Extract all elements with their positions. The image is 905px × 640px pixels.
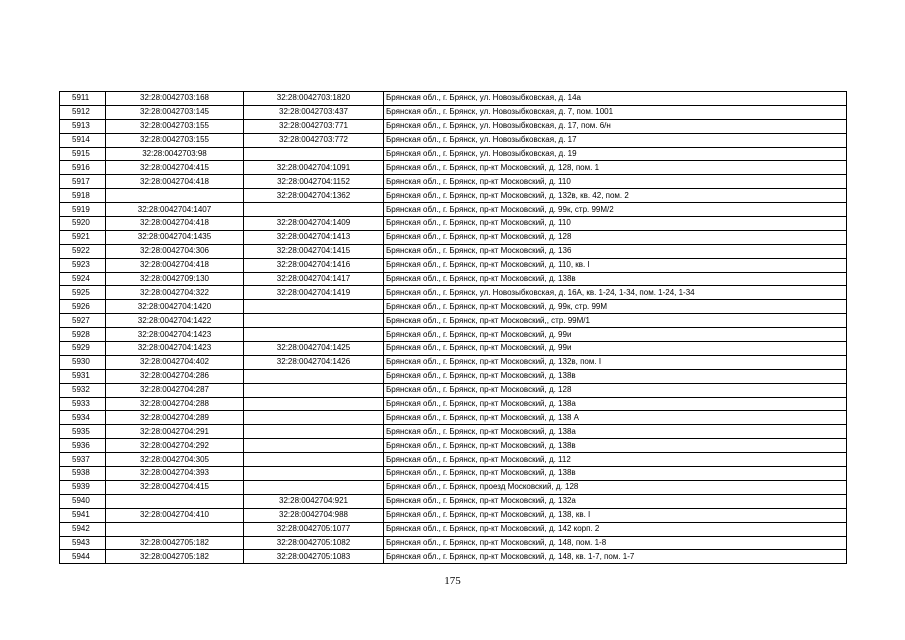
table-row bbox=[60, 217, 847, 231]
table-row bbox=[60, 536, 847, 550]
parcel-cadastral-number-cell: 32:28:0042704:1423 bbox=[106, 342, 244, 356]
object-cadastral-number-cell: 32:28:0042704:988 bbox=[244, 508, 384, 522]
table-row bbox=[60, 397, 847, 411]
row-number-cell: 5925 bbox=[60, 286, 106, 300]
row-number-cell: 5936 bbox=[60, 439, 106, 453]
parcel-cadastral-number-cell: 32:28:0042704:287 bbox=[106, 383, 244, 397]
object-cadastral-number-cell: 32:28:0042703:437 bbox=[244, 105, 384, 119]
object-cadastral-number-cell bbox=[244, 480, 384, 494]
row-number-cell: 5924 bbox=[60, 272, 106, 286]
object-cadastral-number-cell: 32:28:0042705:1077 bbox=[244, 522, 384, 536]
object-cadastral-number-cell: 32:28:0042704:1426 bbox=[244, 355, 384, 369]
address-cell: Брянская обл., г. Брянск, проезд Московский, д. 128 bbox=[384, 480, 847, 494]
address-cell: Брянская обл., г. Брянск, пр-кт Московский, д. 112 bbox=[384, 453, 847, 467]
row-number-cell: 5918 bbox=[60, 189, 106, 203]
row-number-cell: 5920 bbox=[60, 217, 106, 231]
table-row bbox=[60, 411, 847, 425]
parcel-cadastral-number-cell: 32:28:0042704:322 bbox=[106, 286, 244, 300]
object-cadastral-number-cell bbox=[244, 203, 384, 217]
table-row bbox=[60, 439, 847, 453]
table-row bbox=[60, 92, 847, 106]
address-cell: Брянская обл., г. Брянск, ул. Новозыбковская, д. 14а bbox=[384, 92, 847, 106]
row-number-cell: 5944 bbox=[60, 550, 106, 564]
parcel-cadastral-number-cell: 32:28:0042704:418 bbox=[106, 217, 244, 231]
table-row bbox=[60, 258, 847, 272]
parcel-cadastral-number-cell: 32:28:0042704:393 bbox=[106, 467, 244, 481]
row-number-cell: 5912 bbox=[60, 105, 106, 119]
object-cadastral-number-cell bbox=[244, 467, 384, 481]
object-cadastral-number-cell: 32:28:0042704:1091 bbox=[244, 161, 384, 175]
table-row bbox=[60, 161, 847, 175]
row-number-cell: 5933 bbox=[60, 397, 106, 411]
table-row bbox=[60, 314, 847, 328]
table-row bbox=[60, 119, 847, 133]
row-number-cell: 5931 bbox=[60, 369, 106, 383]
address-cell: Брянская обл., г. Брянск, пр-кт Московский, д. 138 А bbox=[384, 411, 847, 425]
row-number-cell: 5932 bbox=[60, 383, 106, 397]
table-row bbox=[60, 369, 847, 383]
row-number-cell: 5922 bbox=[60, 244, 106, 258]
row-number-cell: 5940 bbox=[60, 494, 106, 508]
parcel-cadastral-number-cell: 32:28:0042705:182 bbox=[106, 550, 244, 564]
row-number-cell: 5935 bbox=[60, 425, 106, 439]
address-cell: Брянская обл., г. Брянск, пр-кт Московский, д. 99к, стр. 99М/2 bbox=[384, 203, 847, 217]
parcel-cadastral-number-cell: 32:28:0042703:155 bbox=[106, 119, 244, 133]
parcel-cadastral-number-cell: 32:28:0042703:168 bbox=[106, 92, 244, 106]
object-cadastral-number-cell: 32:28:0042704:1362 bbox=[244, 189, 384, 203]
address-cell: Брянская обл., г. Брянск, пр-кт Московский, д. 138а bbox=[384, 425, 847, 439]
table-row bbox=[60, 203, 847, 217]
address-cell: Брянская обл., г. Брянск, пр-кт Московский, д. 110, кв. I bbox=[384, 258, 847, 272]
address-cell: Брянская обл., г. Брянск, пр-кт Московский, д. 132в, пом. I bbox=[384, 355, 847, 369]
parcel-cadastral-number-cell: 32:28:0042704:1423 bbox=[106, 328, 244, 342]
row-number-cell: 5917 bbox=[60, 175, 106, 189]
parcel-cadastral-number-cell bbox=[106, 494, 244, 508]
row-number-cell: 5914 bbox=[60, 133, 106, 147]
object-cadastral-number-cell: 32:28:0042704:1425 bbox=[244, 342, 384, 356]
object-cadastral-number-cell bbox=[244, 328, 384, 342]
parcel-cadastral-number-cell: 32:28:0042704:415 bbox=[106, 480, 244, 494]
object-cadastral-number-cell bbox=[244, 439, 384, 453]
object-cadastral-number-cell: 32:28:0042704:1417 bbox=[244, 272, 384, 286]
parcel-cadastral-number-cell: 32:28:0042704:291 bbox=[106, 425, 244, 439]
object-cadastral-number-cell: 32:28:0042704:921 bbox=[244, 494, 384, 508]
parcel-cadastral-number-cell: 32:28:0042704:286 bbox=[106, 369, 244, 383]
row-number-cell: 5919 bbox=[60, 203, 106, 217]
row-number-cell: 5911 bbox=[60, 92, 106, 106]
row-number-cell: 5923 bbox=[60, 258, 106, 272]
object-cadastral-number-cell bbox=[244, 369, 384, 383]
table-row bbox=[60, 272, 847, 286]
address-cell: Брянская обл., г. Брянск, пр-кт Московский, д. 138в bbox=[384, 467, 847, 481]
parcel-cadastral-number-cell: 32:28:0042704:289 bbox=[106, 411, 244, 425]
table-row bbox=[60, 230, 847, 244]
table-row bbox=[60, 300, 847, 314]
address-cell: Брянская обл., г. Брянск, пр-кт Московский, д. 128, пом. 1 bbox=[384, 161, 847, 175]
parcel-cadastral-number-cell: 32:28:0042703:155 bbox=[106, 133, 244, 147]
parcel-cadastral-number-cell: 32:28:0042703:98 bbox=[106, 147, 244, 161]
address-cell: Брянская обл., г. Брянск, пр-кт Московский, д. 136 bbox=[384, 244, 847, 258]
parcel-cadastral-number-cell: 32:28:0042704:1435 bbox=[106, 230, 244, 244]
table-row bbox=[60, 328, 847, 342]
address-cell: Брянская обл., г. Брянск, пр-кт Московский, д. 132а bbox=[384, 494, 847, 508]
row-number-cell: 5927 bbox=[60, 314, 106, 328]
row-number-cell: 5939 bbox=[60, 480, 106, 494]
parcel-cadastral-number-cell: 32:28:0042704:288 bbox=[106, 397, 244, 411]
table-row bbox=[60, 189, 847, 203]
row-number-cell: 5942 bbox=[60, 522, 106, 536]
object-cadastral-number-cell bbox=[244, 397, 384, 411]
object-cadastral-number-cell: 32:28:0042703:771 bbox=[244, 119, 384, 133]
address-cell: Брянская обл., г. Брянск, ул. Новозыбковская, д. 17, пом. 6/н bbox=[384, 119, 847, 133]
object-cadastral-number-cell bbox=[244, 453, 384, 467]
object-cadastral-number-cell: 32:28:0042704:1416 bbox=[244, 258, 384, 272]
object-cadastral-number-cell bbox=[244, 383, 384, 397]
parcel-cadastral-number-cell: 32:28:0042704:402 bbox=[106, 355, 244, 369]
parcel-cadastral-number-cell: 32:28:0042704:418 bbox=[106, 258, 244, 272]
register-table bbox=[59, 91, 847, 564]
row-number-cell: 5937 bbox=[60, 453, 106, 467]
register-table-body bbox=[60, 92, 847, 564]
row-number-cell: 5930 bbox=[60, 355, 106, 369]
address-cell: Брянская обл., г. Брянск, пр-кт Московский, д. 138в bbox=[384, 369, 847, 383]
parcel-cadastral-number-cell: 32:28:0042704:1422 bbox=[106, 314, 244, 328]
address-cell: Брянская обл., г. Брянск, ул. Новозыбковская, д. 7, пом. 1001 bbox=[384, 105, 847, 119]
object-cadastral-number-cell: 32:28:0042703:1820 bbox=[244, 92, 384, 106]
row-number-cell: 5913 bbox=[60, 119, 106, 133]
object-cadastral-number-cell: 32:28:0042704:1152 bbox=[244, 175, 384, 189]
object-cadastral-number-cell: 32:28:0042705:1083 bbox=[244, 550, 384, 564]
object-cadastral-number-cell: 32:28:0042704:1419 bbox=[244, 286, 384, 300]
address-cell: Брянская обл., г. Брянск, пр-кт Московский, д. 138а bbox=[384, 397, 847, 411]
object-cadastral-number-cell: 32:28:0042704:1413 bbox=[244, 230, 384, 244]
address-cell: Брянская обл., г. Брянск, пр-кт Московский, д. 142 корп. 2 bbox=[384, 522, 847, 536]
table-row bbox=[60, 342, 847, 356]
object-cadastral-number-cell: 32:28:0042703:772 bbox=[244, 133, 384, 147]
object-cadastral-number-cell bbox=[244, 411, 384, 425]
table-row bbox=[60, 508, 847, 522]
page-number: 175 bbox=[444, 575, 461, 587]
address-cell: Брянская обл., г. Брянск, ул. Новозыбковская, д. 17 bbox=[384, 133, 847, 147]
object-cadastral-number-cell bbox=[244, 300, 384, 314]
table-row bbox=[60, 355, 847, 369]
object-cadastral-number-cell: 32:28:0042704:1415 bbox=[244, 244, 384, 258]
row-number-cell: 5938 bbox=[60, 467, 106, 481]
parcel-cadastral-number-cell: 32:28:0042705:182 bbox=[106, 536, 244, 550]
table-row bbox=[60, 286, 847, 300]
address-cell: Брянская обл., г. Брянск, пр-кт Московский, д. 99к, стр. 99М bbox=[384, 300, 847, 314]
object-cadastral-number-cell bbox=[244, 314, 384, 328]
address-cell: Брянская обл., г. Брянск, пр-кт Московский, д. 110 bbox=[384, 175, 847, 189]
address-cell: Брянская обл., г. Брянск, пр-кт Московский, д. 148, пом. 1-8 bbox=[384, 536, 847, 550]
parcel-cadastral-number-cell: 32:28:0042704:1420 bbox=[106, 300, 244, 314]
address-cell: Брянская обл., г. Брянск, пр-кт Московский,, стр. 99М/1 bbox=[384, 314, 847, 328]
parcel-cadastral-number-cell: 32:28:0042709:130 bbox=[106, 272, 244, 286]
parcel-cadastral-number-cell bbox=[106, 522, 244, 536]
table-row bbox=[60, 522, 847, 536]
table-row bbox=[60, 425, 847, 439]
parcel-cadastral-number-cell: 32:28:0042703:145 bbox=[106, 105, 244, 119]
row-number-cell: 5934 bbox=[60, 411, 106, 425]
address-cell: Брянская обл., г. Брянск, пр-кт Московский, д. 128 bbox=[384, 230, 847, 244]
row-number-cell: 5915 bbox=[60, 147, 106, 161]
address-cell: Брянская обл., г. Брянск, пр-кт Московский, д. 99и bbox=[384, 328, 847, 342]
address-cell: Брянская обл., г. Брянск, пр-кт Московский, д. 110 bbox=[384, 217, 847, 231]
object-cadastral-number-cell bbox=[244, 425, 384, 439]
row-number-cell: 5916 bbox=[60, 161, 106, 175]
row-number-cell: 5926 bbox=[60, 300, 106, 314]
parcel-cadastral-number-cell: 32:28:0042704:418 bbox=[106, 175, 244, 189]
address-cell: Брянская обл., г. Брянск, пр-кт Московский, д. 148, кв. 1-7, пом. 1-7 bbox=[384, 550, 847, 564]
address-cell: Брянская обл., г. Брянск, ул. Новозыбковская, д. 16А, кв. 1-24, 1-34, пом. 1-24, 1-34 bbox=[384, 286, 847, 300]
address-cell: Брянская обл., г. Брянск, пр-кт Московский, д. 132в, кв. 42, пом. 2 bbox=[384, 189, 847, 203]
parcel-cadastral-number-cell: 32:28:0042704:305 bbox=[106, 453, 244, 467]
address-cell: Брянская обл., г. Брянск, пр-кт Московский, д. 138, кв. I bbox=[384, 508, 847, 522]
row-number-cell: 5929 bbox=[60, 342, 106, 356]
table-row bbox=[60, 147, 847, 161]
table-row bbox=[60, 480, 847, 494]
parcel-cadastral-number-cell: 32:28:0042704:306 bbox=[106, 244, 244, 258]
address-cell: Брянская обл., г. Брянск, пр-кт Московский, д. 138в bbox=[384, 439, 847, 453]
table-row bbox=[60, 467, 847, 481]
table-row bbox=[60, 453, 847, 467]
row-number-cell: 5943 bbox=[60, 536, 106, 550]
row-number-cell: 5941 bbox=[60, 508, 106, 522]
object-cadastral-number-cell bbox=[244, 147, 384, 161]
table-row bbox=[60, 105, 847, 119]
table-row bbox=[60, 550, 847, 564]
parcel-cadastral-number-cell: 32:28:0042704:410 bbox=[106, 508, 244, 522]
parcel-cadastral-number-cell: 32:28:0042704:415 bbox=[106, 161, 244, 175]
table-row bbox=[60, 383, 847, 397]
address-cell: Брянская обл., г. Брянск, ул. Новозыбковская, д. 19 bbox=[384, 147, 847, 161]
parcel-cadastral-number-cell bbox=[106, 189, 244, 203]
parcel-cadastral-number-cell: 32:28:0042704:292 bbox=[106, 439, 244, 453]
parcel-cadastral-number-cell: 32:28:0042704:1407 bbox=[106, 203, 244, 217]
table-row bbox=[60, 175, 847, 189]
table-row bbox=[60, 244, 847, 258]
row-number-cell: 5928 bbox=[60, 328, 106, 342]
address-cell: Брянская обл., г. Брянск, пр-кт Московский, д. 128 bbox=[384, 383, 847, 397]
table-row bbox=[60, 494, 847, 508]
object-cadastral-number-cell: 32:28:0042705:1082 bbox=[244, 536, 384, 550]
address-cell: Брянская обл., г. Брянск, пр-кт Московский, д. 138в bbox=[384, 272, 847, 286]
table-row bbox=[60, 133, 847, 147]
object-cadastral-number-cell: 32:28:0042704:1409 bbox=[244, 217, 384, 231]
row-number-cell: 5921 bbox=[60, 230, 106, 244]
address-cell: Брянская обл., г. Брянск, пр-кт Московский, д. 99и bbox=[384, 342, 847, 356]
